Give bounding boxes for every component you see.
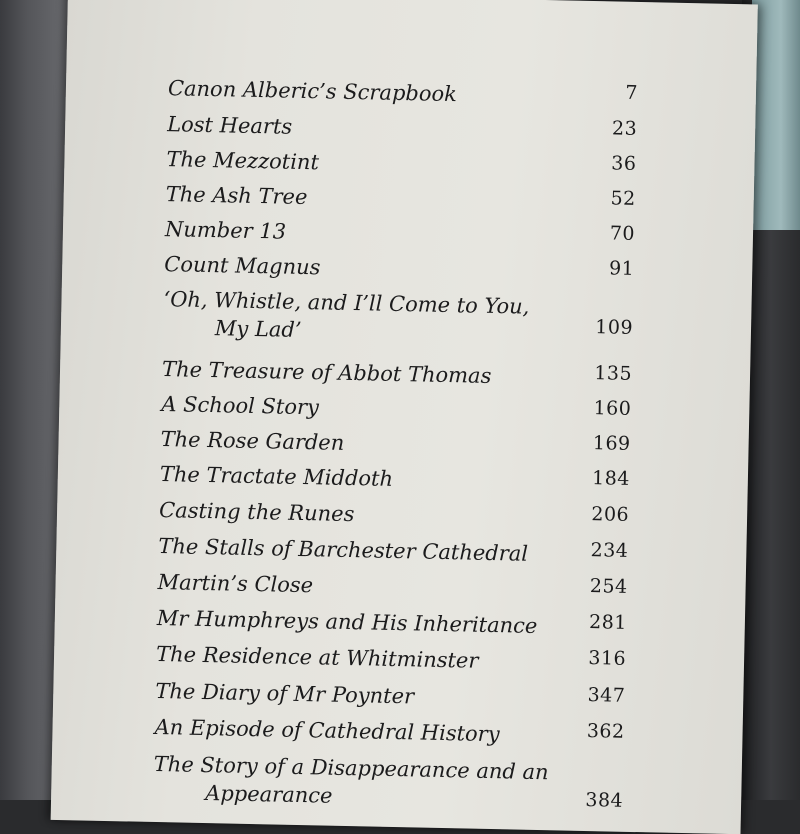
toc-entry-page: 234 [590, 539, 629, 562]
toc-entry-title: Count Magnus [164, 252, 321, 280]
toc-entry [162, 287, 633, 363]
toc-entry-page: 70 [609, 222, 636, 245]
toc-entry-page: 184 [591, 467, 631, 490]
toc-entry-title: Canon Alberic’s Scrapbook [167, 76, 458, 107]
toc-entry-title: The Ash Tree [165, 182, 308, 210]
toc-entry-page: 109 [595, 316, 634, 339]
toc-entry-page: 52 [610, 187, 636, 210]
toc-entry-title: The Residence at Whitminster [155, 641, 479, 673]
toc-entry-page: 362 [586, 720, 625, 743]
toc-entry-page: 169 [592, 432, 631, 455]
toc-entry-page: 91 [608, 257, 635, 280]
toc-entry-title: Martin’s Close [157, 570, 314, 598]
toc-entry [156, 642, 627, 686]
toc-entry-title: The Treasure of Abbot Thomas [161, 357, 492, 388]
table-of-contents [51, 0, 758, 834]
toc-entry-title: The Mezzotint [166, 147, 320, 175]
toc-entry-title-line1: ‘Oh, Whistle, and I’ll Come to You, [163, 287, 530, 319]
toc-entry-title: The Diary of Mr Poynter [155, 678, 415, 709]
toc-entry-title: Mr Humphreys and His Inheritance [156, 606, 538, 638]
toc-entry-page: 347 [587, 684, 626, 707]
toc-entry-title: Number 13 [164, 217, 287, 244]
toc-entry-title: Casting the Runes [158, 498, 355, 527]
toc-entry-title [163, 287, 530, 347]
toc-entry-page: 7 [625, 81, 639, 104]
toc-entry-page: 135 [594, 362, 633, 385]
toc-entry-title: The Rose Garden [160, 427, 345, 455]
toc-entry-title: Lost Hearts [166, 112, 293, 139]
toc-entry-page: 384 [585, 789, 624, 812]
book-page [51, 0, 758, 834]
toc-entry-title-line2: My Lad’ [214, 316, 302, 342]
background-teal-cover [752, 0, 800, 230]
toc-entry-page: 254 [589, 575, 628, 598]
toc-entry-title-line1: The Story of a Disappearance and an [153, 751, 549, 785]
toc-entry-page: 316 [588, 647, 627, 670]
toc-entry-title: The Stalls of Barchester Cathedral [158, 534, 529, 566]
toc-entry-title [153, 752, 549, 812]
toc-entry-page: 206 [591, 503, 630, 526]
toc-entry-title-line2: Appearance [204, 781, 333, 808]
toc-entry-title: An Episode of Cathedral History [154, 714, 500, 747]
toc-entry-title: The Tractate Middoth [159, 462, 394, 491]
toc-entry-page: 23 [611, 117, 638, 140]
toc-entry-page: 160 [593, 397, 632, 420]
toc-entry-page: 36 [611, 152, 637, 175]
toc-entry [154, 715, 625, 759]
toc-entry [153, 752, 624, 828]
toc-entry-title: A School Story [161, 392, 320, 420]
toc-entry-page: 281 [588, 611, 628, 634]
